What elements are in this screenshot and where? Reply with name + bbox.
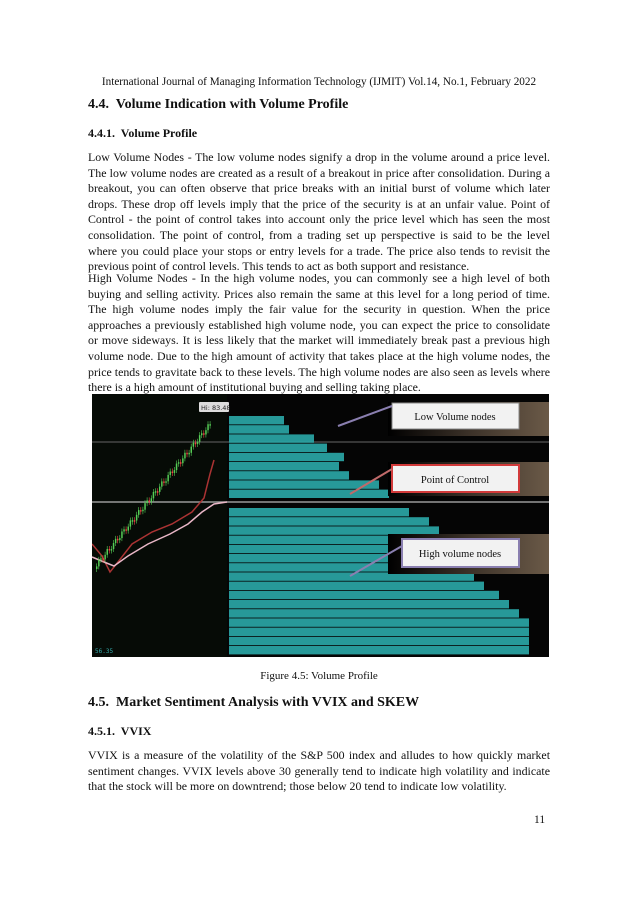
volume-profile-figure [92, 394, 549, 657]
candle-body [115, 539, 117, 543]
candle-body [205, 430, 207, 434]
callout-high-volume-label: High volume nodes [418, 549, 502, 560]
hi-price-label: Hi: 83.48 [201, 404, 231, 412]
candle-body [174, 470, 176, 473]
profile-bar [229, 462, 339, 470]
journal-header: International Journal of Managing Information Technology (IJMIT) Vol.14, No.1, February 2022 [101, 76, 537, 88]
figure-caption: Figure 4.5: Volume Profile [260, 670, 378, 682]
profile-bar [229, 453, 344, 461]
candle-body [132, 520, 134, 522]
section-heading-4-5: 4.5. Market Sentiment Analysis with VVIX and SKEW [88, 695, 420, 710]
candle-body [117, 539, 119, 541]
section-heading-4-4: 4.4. Volume Indication with Volume Profile [88, 97, 349, 112]
callout-poc-label: Point of Control [420, 475, 490, 486]
candle-body [195, 443, 197, 445]
candle-body [140, 510, 142, 512]
page-number: 11 [534, 814, 546, 826]
candle-body [96, 566, 98, 569]
candle-body [180, 462, 182, 464]
paragraph-high-volume-nodes: High Volume Nodes - In the high volume nodes, you can commonly see a high level of both buying and selling activity. Prices also remain the same at this level for a long period of time. The high volume nodes imply the fair value for the security in question. When the price approaches a previously established high volume node, you can expect the price to consolidate or move sideways. It is less likely that the market will immediately break past a previous high volume node. Due to the high amount of activity that takes place at the high volume nodes, the price tends to gravitate back to these levels. The high volume nodes are also seen as levels where there is a high amount of institutional buying and selling taking place. [88, 271, 550, 395]
candle-body [98, 560, 100, 567]
subsection-heading-4-4-1: 4.4.1. Volume Profile [88, 126, 198, 140]
candle-body [159, 487, 161, 492]
candle-body [144, 503, 146, 510]
candle-body [165, 481, 167, 483]
candle-body [136, 515, 138, 521]
candle-body [178, 462, 180, 464]
profile-bar [229, 434, 314, 442]
candle-body [104, 555, 106, 560]
candle-body [199, 435, 201, 442]
candle-body [151, 498, 153, 501]
profile-bar [229, 490, 389, 498]
candle-body [113, 543, 115, 549]
candle-body [191, 447, 193, 453]
candle-body [197, 442, 199, 444]
profile-bar [229, 444, 327, 452]
candle-body [155, 491, 157, 493]
profile-bar [229, 637, 529, 645]
paragraph-low-volume-nodes: Low Volume Nodes - The low volume nodes signify a drop in the volume around a price level. The low volume nodes are created as a result of a breakout in price after consolidation. During a breakout, you can often observe that price breaks with an initial burst of volume which later drops. These drop off levels imply that the price of the security is at an unfair value. Point of Control - the point of control takes into account only the price level which has seen the most consolidation. The point of control, from a trading set up perspective is said to be the level where you could place your stops or entry levels for a trade. The price also tends to revisit the previous point of control levels. This tends to act as both support and resistance. [88, 150, 550, 274]
candle-body [128, 527, 130, 531]
candle-body [107, 549, 109, 555]
profile-bar [229, 628, 529, 636]
callout-arrow-low [338, 406, 392, 426]
candle-body [119, 538, 121, 540]
candle-body [172, 472, 174, 474]
candle-body [161, 481, 163, 486]
candle-body [203, 433, 205, 435]
profile-bar [229, 591, 499, 599]
candle-body [138, 510, 140, 515]
volume-profile-image [92, 394, 549, 657]
profile-bar [229, 416, 284, 424]
profile-bar [229, 618, 529, 626]
candle-body [176, 464, 178, 471]
candle-body [157, 491, 159, 493]
candle-body [123, 529, 125, 531]
candle-body [102, 558, 104, 560]
profile-bar [229, 425, 289, 433]
callout-low-volume-label: Low Volume nodes [414, 412, 496, 423]
candle-body [134, 520, 136, 522]
candle-body [170, 472, 172, 475]
candle-body [163, 481, 165, 483]
profile-bar [229, 582, 484, 590]
candle-body [149, 500, 151, 502]
callout-low-volume-nodes [338, 402, 549, 436]
profile-bar [229, 600, 509, 608]
candle-body [186, 453, 188, 455]
candle-body [146, 500, 148, 503]
candle-body [188, 453, 190, 455]
candle-body [209, 424, 211, 426]
candle-body [100, 558, 102, 560]
candle-body [167, 475, 169, 481]
candle-body [201, 433, 203, 435]
candle-body [109, 549, 111, 551]
candle-body [130, 520, 132, 526]
candle-body [121, 531, 123, 538]
low-price-label: 56.35 [95, 648, 114, 655]
profile-bar [229, 480, 379, 488]
candle-body [182, 458, 184, 463]
profile-bar [229, 471, 349, 479]
candle-body [125, 529, 127, 531]
profile-bar [229, 609, 519, 617]
candle-body [111, 549, 113, 551]
candle-body [193, 443, 195, 447]
profile-bar [229, 517, 429, 525]
candle-body [142, 510, 144, 512]
subsection-heading-4-5-1: 4.5.1. VVIX [88, 724, 152, 738]
candle-body [207, 424, 209, 430]
candle-body [184, 453, 186, 459]
profile-bar [229, 646, 529, 654]
profile-bar [229, 526, 439, 534]
candle-body [153, 492, 155, 498]
profile-bar [229, 508, 409, 516]
paragraph-vvix: VVIX is a measure of the volatility of the S&P 500 index and alludes to how quickly market sentiment changes. VVIX levels above 30 generally tend to indicate high volatility and indicate that the stock will be more on downtrend; those below 20 tend to indicate low volatility. [88, 748, 550, 794]
